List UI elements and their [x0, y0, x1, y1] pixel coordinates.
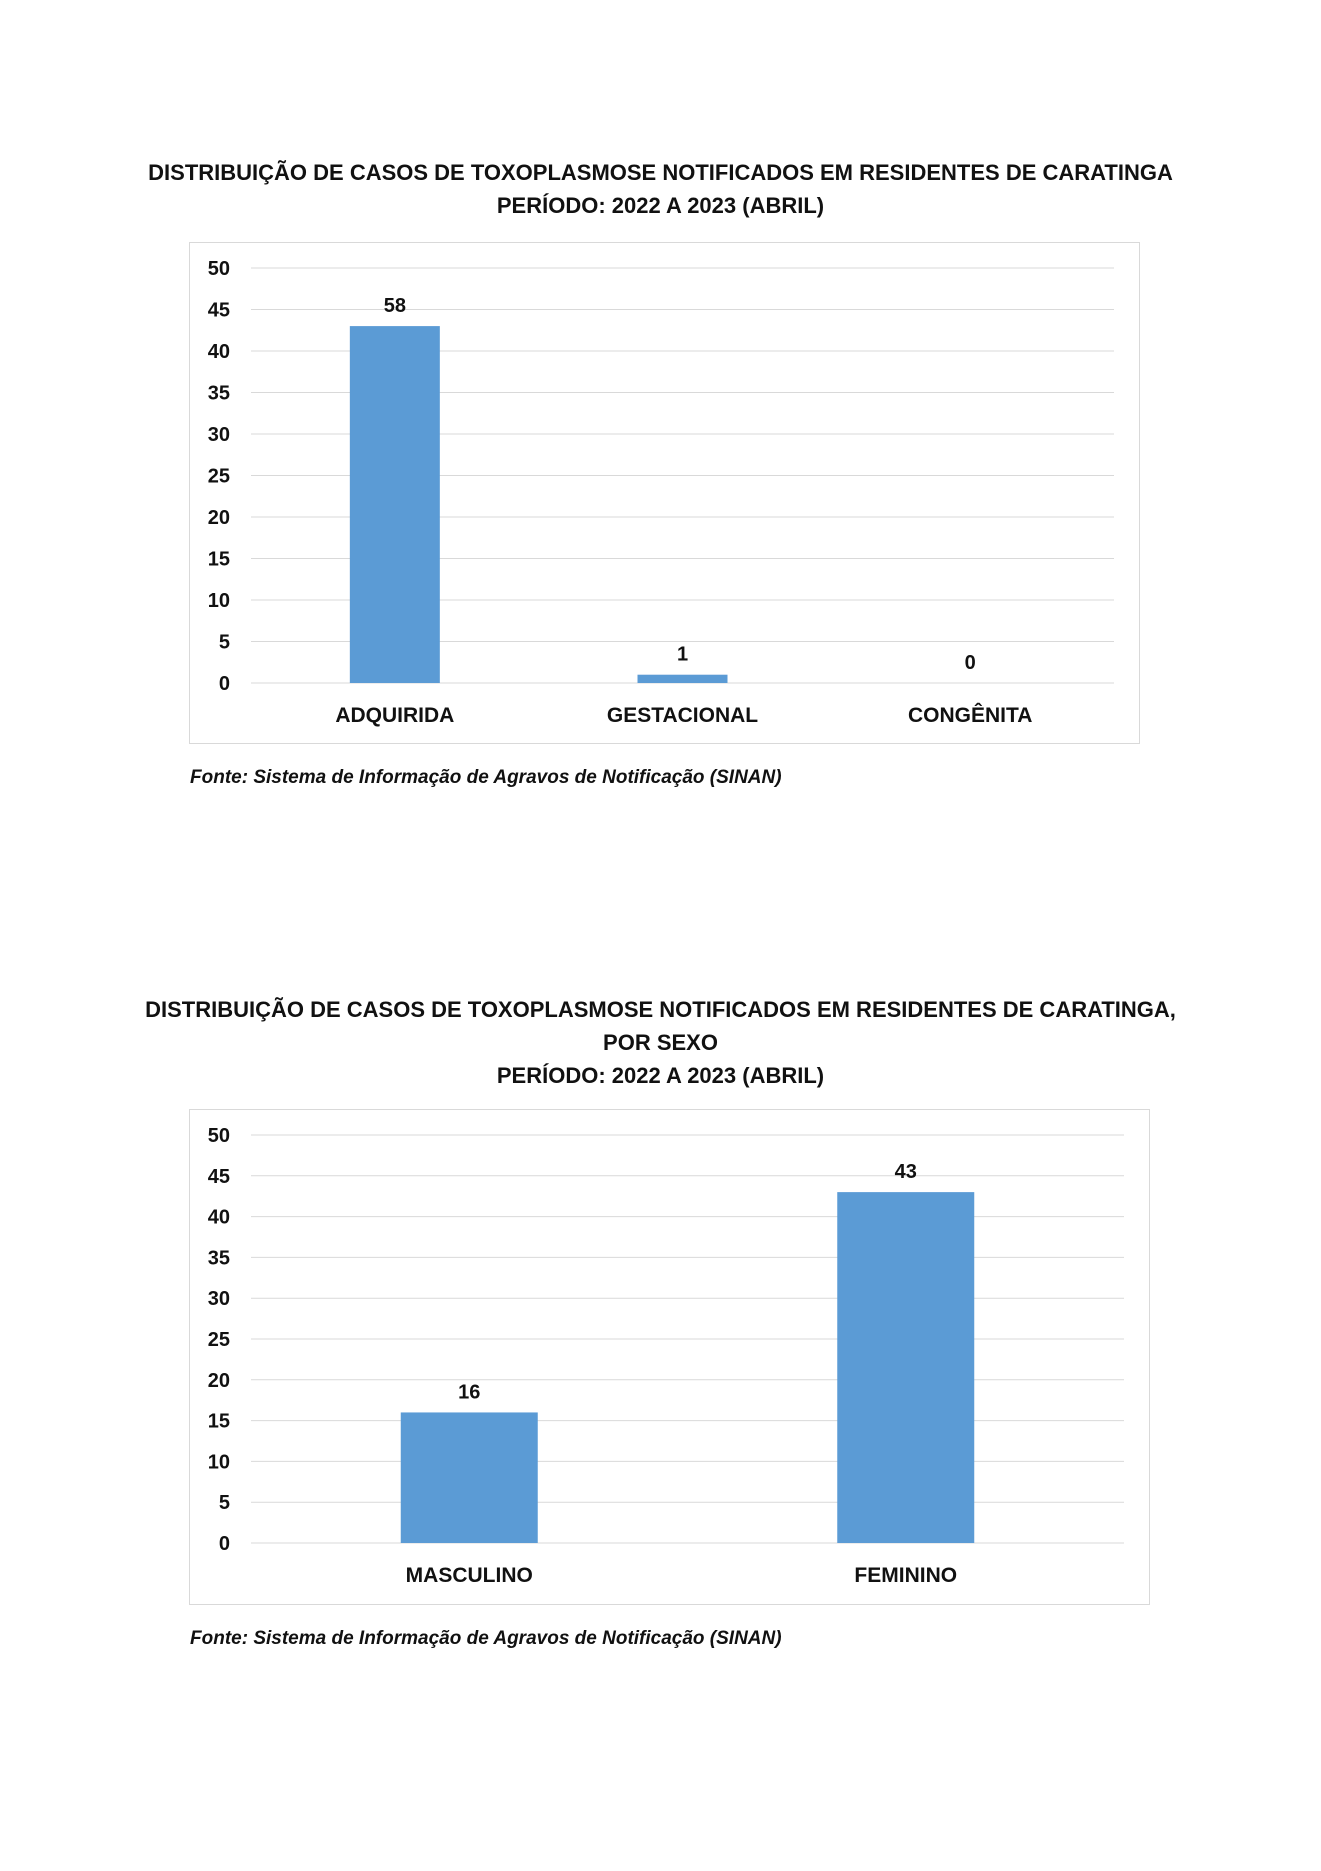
chart-1-y-tick-label: 30	[207, 424, 230, 446]
chart-1-plot	[190, 243, 1139, 743]
chart-1-data-label: 0	[964, 652, 976, 674]
chart-1-frame	[189, 242, 1140, 744]
chart-2-title-line-3: PERÍODO: 2022 A 2023 (ABRIL)	[496, 1063, 825, 1088]
chart-1-y-tick-label: 20	[207, 507, 230, 529]
chart-2-title-line-1: DISTRIBUIÇÃO DE CASOS DE TOXOPLASMOSE NOTIFICADOS EM RESIDENTES DE CARATINGA,	[145, 997, 1176, 1022]
chart-1-category-label: ADQUIRIDA	[335, 704, 455, 727]
chart-1-y-tick-label: 25	[207, 465, 230, 488]
chart-2-category-label: MASCULINO	[405, 1564, 533, 1587]
chart-1-title	[0, 156, 1321, 222]
chart-2-data-label: 16	[458, 1381, 481, 1404]
chart-1-y-tick-label: 35	[207, 382, 230, 405]
chart-2-y-tick-label: 15	[207, 1410, 230, 1433]
chart-2-frame	[189, 1109, 1150, 1605]
chart-1-y-tick-label: 40	[207, 341, 230, 363]
chart-2-title-line-2: POR SEXO	[603, 1030, 718, 1055]
chart-1-title-line-2: PERÍODO: 2022 A 2023 (ABRIL)	[496, 193, 825, 218]
chart-1-y-tick-label: 15	[207, 548, 230, 571]
chart-1-y-tick-label: 0	[218, 673, 230, 695]
chart-1-category-label: CONGÊNITA	[907, 704, 1033, 727]
chart-2-y-tick-label: 25	[207, 1329, 230, 1351]
chart-1-bar	[638, 675, 728, 683]
chart-2-y-tick-label: 5	[218, 1492, 230, 1515]
chart-1-y-tick-label: 45	[207, 299, 230, 322]
chart-2-y-tick-label: 30	[207, 1288, 230, 1311]
chart-1-bar	[350, 326, 440, 683]
chart-2-y-tick-label: 20	[207, 1369, 230, 1392]
chart-2-y-tick-label: 45	[207, 1165, 230, 1188]
chart-1-data-label: 1	[676, 643, 689, 666]
chart-2-data-label: 43	[894, 1161, 917, 1184]
chart-1-y-tick-label: 10	[207, 590, 230, 612]
chart-2-y-tick-label: 10	[207, 1451, 230, 1474]
chart-1-source: Fonte: Sistema de Informação de Agravos de Notificação (SINAN)	[190, 767, 782, 788]
chart-2-title	[0, 993, 1321, 1092]
chart-2-y-tick-label: 40	[207, 1206, 230, 1229]
chart-1-title-line-1: DISTRIBUIÇÃO DE CASOS DE TOXOPLASMOSE NOTIFICADOS EM RESIDENTES DE CARATINGA	[148, 160, 1173, 185]
chart-2-bar	[837, 1192, 974, 1543]
chart-1-data-label: 58	[383, 295, 406, 318]
chart-2-source: Fonte: Sistema de Informação de Agravos de Notificação (SINAN)	[190, 1628, 782, 1649]
chart-2-bar	[401, 1412, 538, 1543]
chart-2-category-label: FEMININO	[854, 1564, 958, 1587]
chart-1-y-tick-label: 5	[218, 631, 230, 654]
chart-2-y-tick-label: 50	[207, 1125, 230, 1147]
chart-1-y-tick-label: 50	[207, 258, 230, 280]
chart-1-category-label: GESTACIONAL	[606, 704, 759, 727]
chart-2-y-tick-label: 35	[207, 1247, 230, 1270]
chart-2-y-tick-label: 0	[218, 1533, 230, 1555]
chart-2-plot	[190, 1110, 1149, 1604]
